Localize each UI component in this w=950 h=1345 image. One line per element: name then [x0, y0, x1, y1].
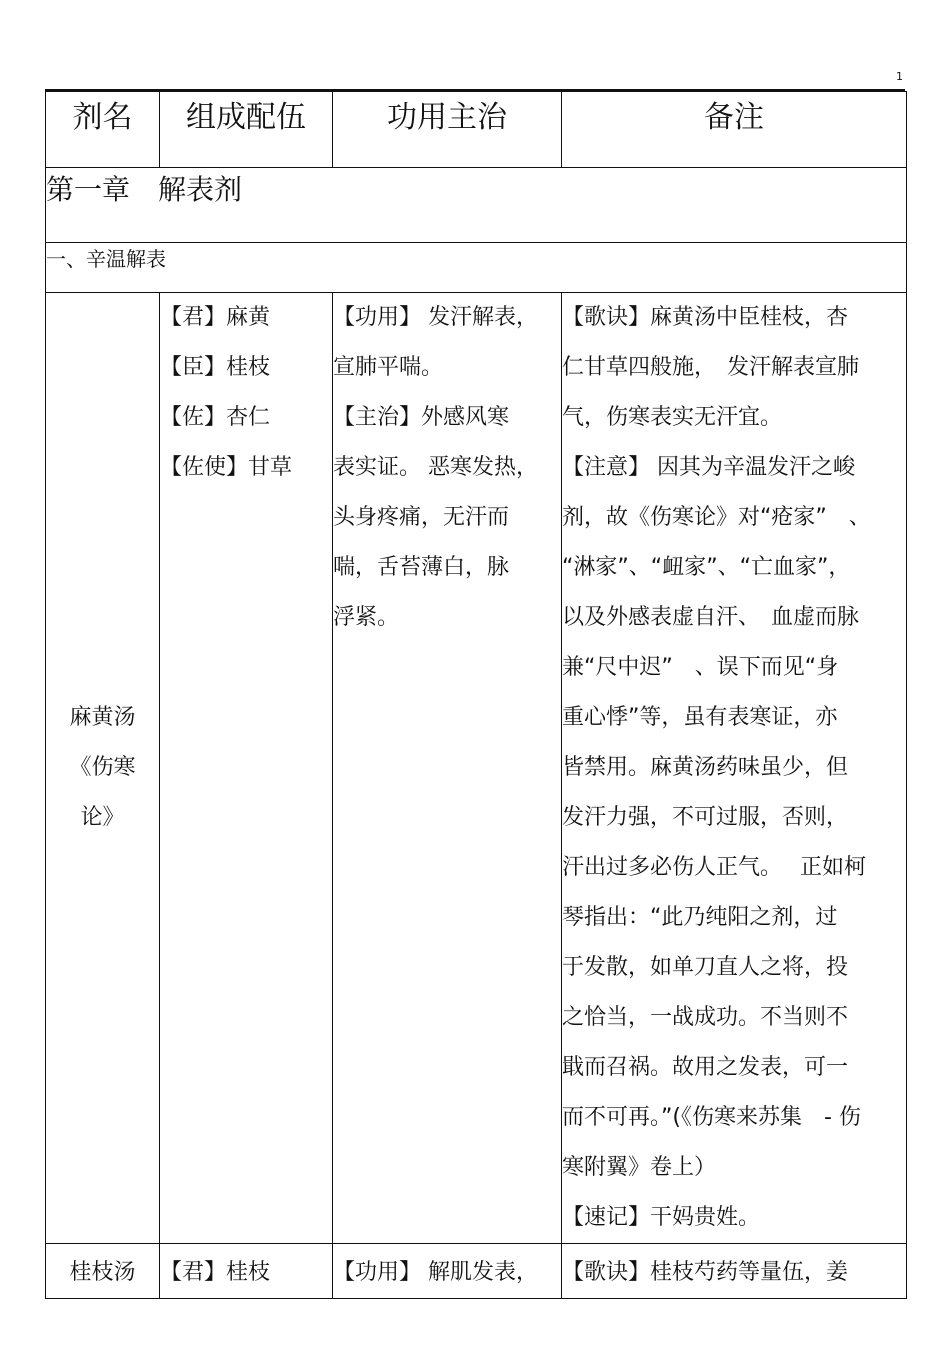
- note-line: 仁甘草四般施， 发汗解表宣肺: [562, 355, 860, 380]
- note-line: 发汗力强，不可过服，否则，: [562, 805, 849, 830]
- section-title: 一、辛温解表: [46, 243, 907, 293]
- function-line: 【功用】 解肌发表，: [333, 1260, 538, 1285]
- chapter-row: [46, 168, 907, 243]
- note-line: 而不可再。”(《伤寒来苏集 - 伤: [562, 1105, 861, 1130]
- notes-cell: [562, 293, 907, 1244]
- table-row: [46, 293, 907, 1244]
- notes-cell: [562, 1244, 907, 1299]
- function-line: 【主治】外感风寒: [333, 405, 510, 430]
- function-line: 表实证。 恶寒发热，: [333, 455, 538, 480]
- composition-line: 【君】麻黄: [160, 305, 271, 330]
- note-line: 【歌诀】桂枝芍药等量伍，姜: [562, 1260, 849, 1285]
- function-line: 宣肺平喘。: [333, 355, 444, 380]
- header-notes: 备注: [562, 92, 907, 168]
- section-row: [46, 243, 907, 293]
- formula-name-line: 论》: [80, 805, 125, 830]
- composition-line: 【臣】桂枝: [160, 355, 271, 380]
- note-line: 【歌诀】麻黄汤中臣桂枝，杏: [562, 305, 849, 330]
- note-line: 琴指出：“此乃纯阳之剂，过: [562, 905, 838, 930]
- formula-table: [45, 91, 907, 1299]
- formula-name-cell: [46, 293, 160, 1244]
- function-line: 喘，舌苔薄白，脉: [333, 555, 510, 580]
- note-line: 兼“尺中迟” 、误下而见“身: [562, 655, 839, 680]
- formula-name-line: 麻黄汤: [69, 705, 136, 730]
- chapter-title: 第一章 解表剂: [46, 168, 907, 243]
- note-line: 【注意】 因其为辛温发汗之峻: [562, 455, 855, 480]
- function-cell: [333, 293, 562, 1244]
- function-line: 浮紧。: [333, 605, 400, 630]
- formula-name-line: 《伤寒: [69, 755, 136, 780]
- composition-line: 【佐】杏仁: [160, 405, 271, 430]
- header-composition: 组成配伍: [160, 92, 333, 168]
- page-number: 1: [896, 70, 903, 83]
- note-line: 皆禁用。麻黄汤药味虽少，但: [562, 755, 849, 780]
- header-name: 剂名: [46, 92, 160, 168]
- function-cell: [333, 1244, 562, 1299]
- note-line: 重心悸”等，虽有表寒证，亦: [562, 705, 838, 730]
- composition-cell: [160, 1244, 333, 1299]
- formula-name-cell: [46, 1244, 160, 1299]
- composition-line: 【君】桂枝: [160, 1260, 271, 1285]
- composition-cell: [160, 293, 333, 1244]
- function-line: 头身疼痛，无汗而: [333, 505, 510, 530]
- function-line: 【功用】 发汗解表，: [333, 305, 538, 330]
- note-line: “淋家”、“衄家”、“亡血家”，: [562, 555, 851, 580]
- composition-line: 【佐使】甘草: [160, 455, 293, 480]
- note-line: 剂，故《伤寒论》对“疮家” 、: [562, 505, 871, 530]
- note-line: 于发散，如单刀直人之将，投: [562, 955, 849, 980]
- table-row: [46, 1244, 907, 1299]
- note-line: 【速记】干妈贵姓。: [562, 1205, 761, 1230]
- header-row: [46, 92, 907, 168]
- note-line: 气，伤寒表实无汗宜。: [562, 405, 783, 430]
- header-function: 功用主治: [333, 92, 562, 168]
- note-line: 戢而召祸。故用之发表，可一: [562, 1055, 849, 1080]
- note-line: 寒附翼》卷上）: [562, 1155, 717, 1180]
- note-line: 以及外感表虚自汗、 血虚而脉: [562, 605, 860, 630]
- formula-name-line: 桂枝汤: [69, 1260, 136, 1285]
- note-line: 之恰当，一战成功。不当则不: [562, 1005, 849, 1030]
- note-line: 汗出过多必伤人正气。 正如柯: [562, 855, 866, 880]
